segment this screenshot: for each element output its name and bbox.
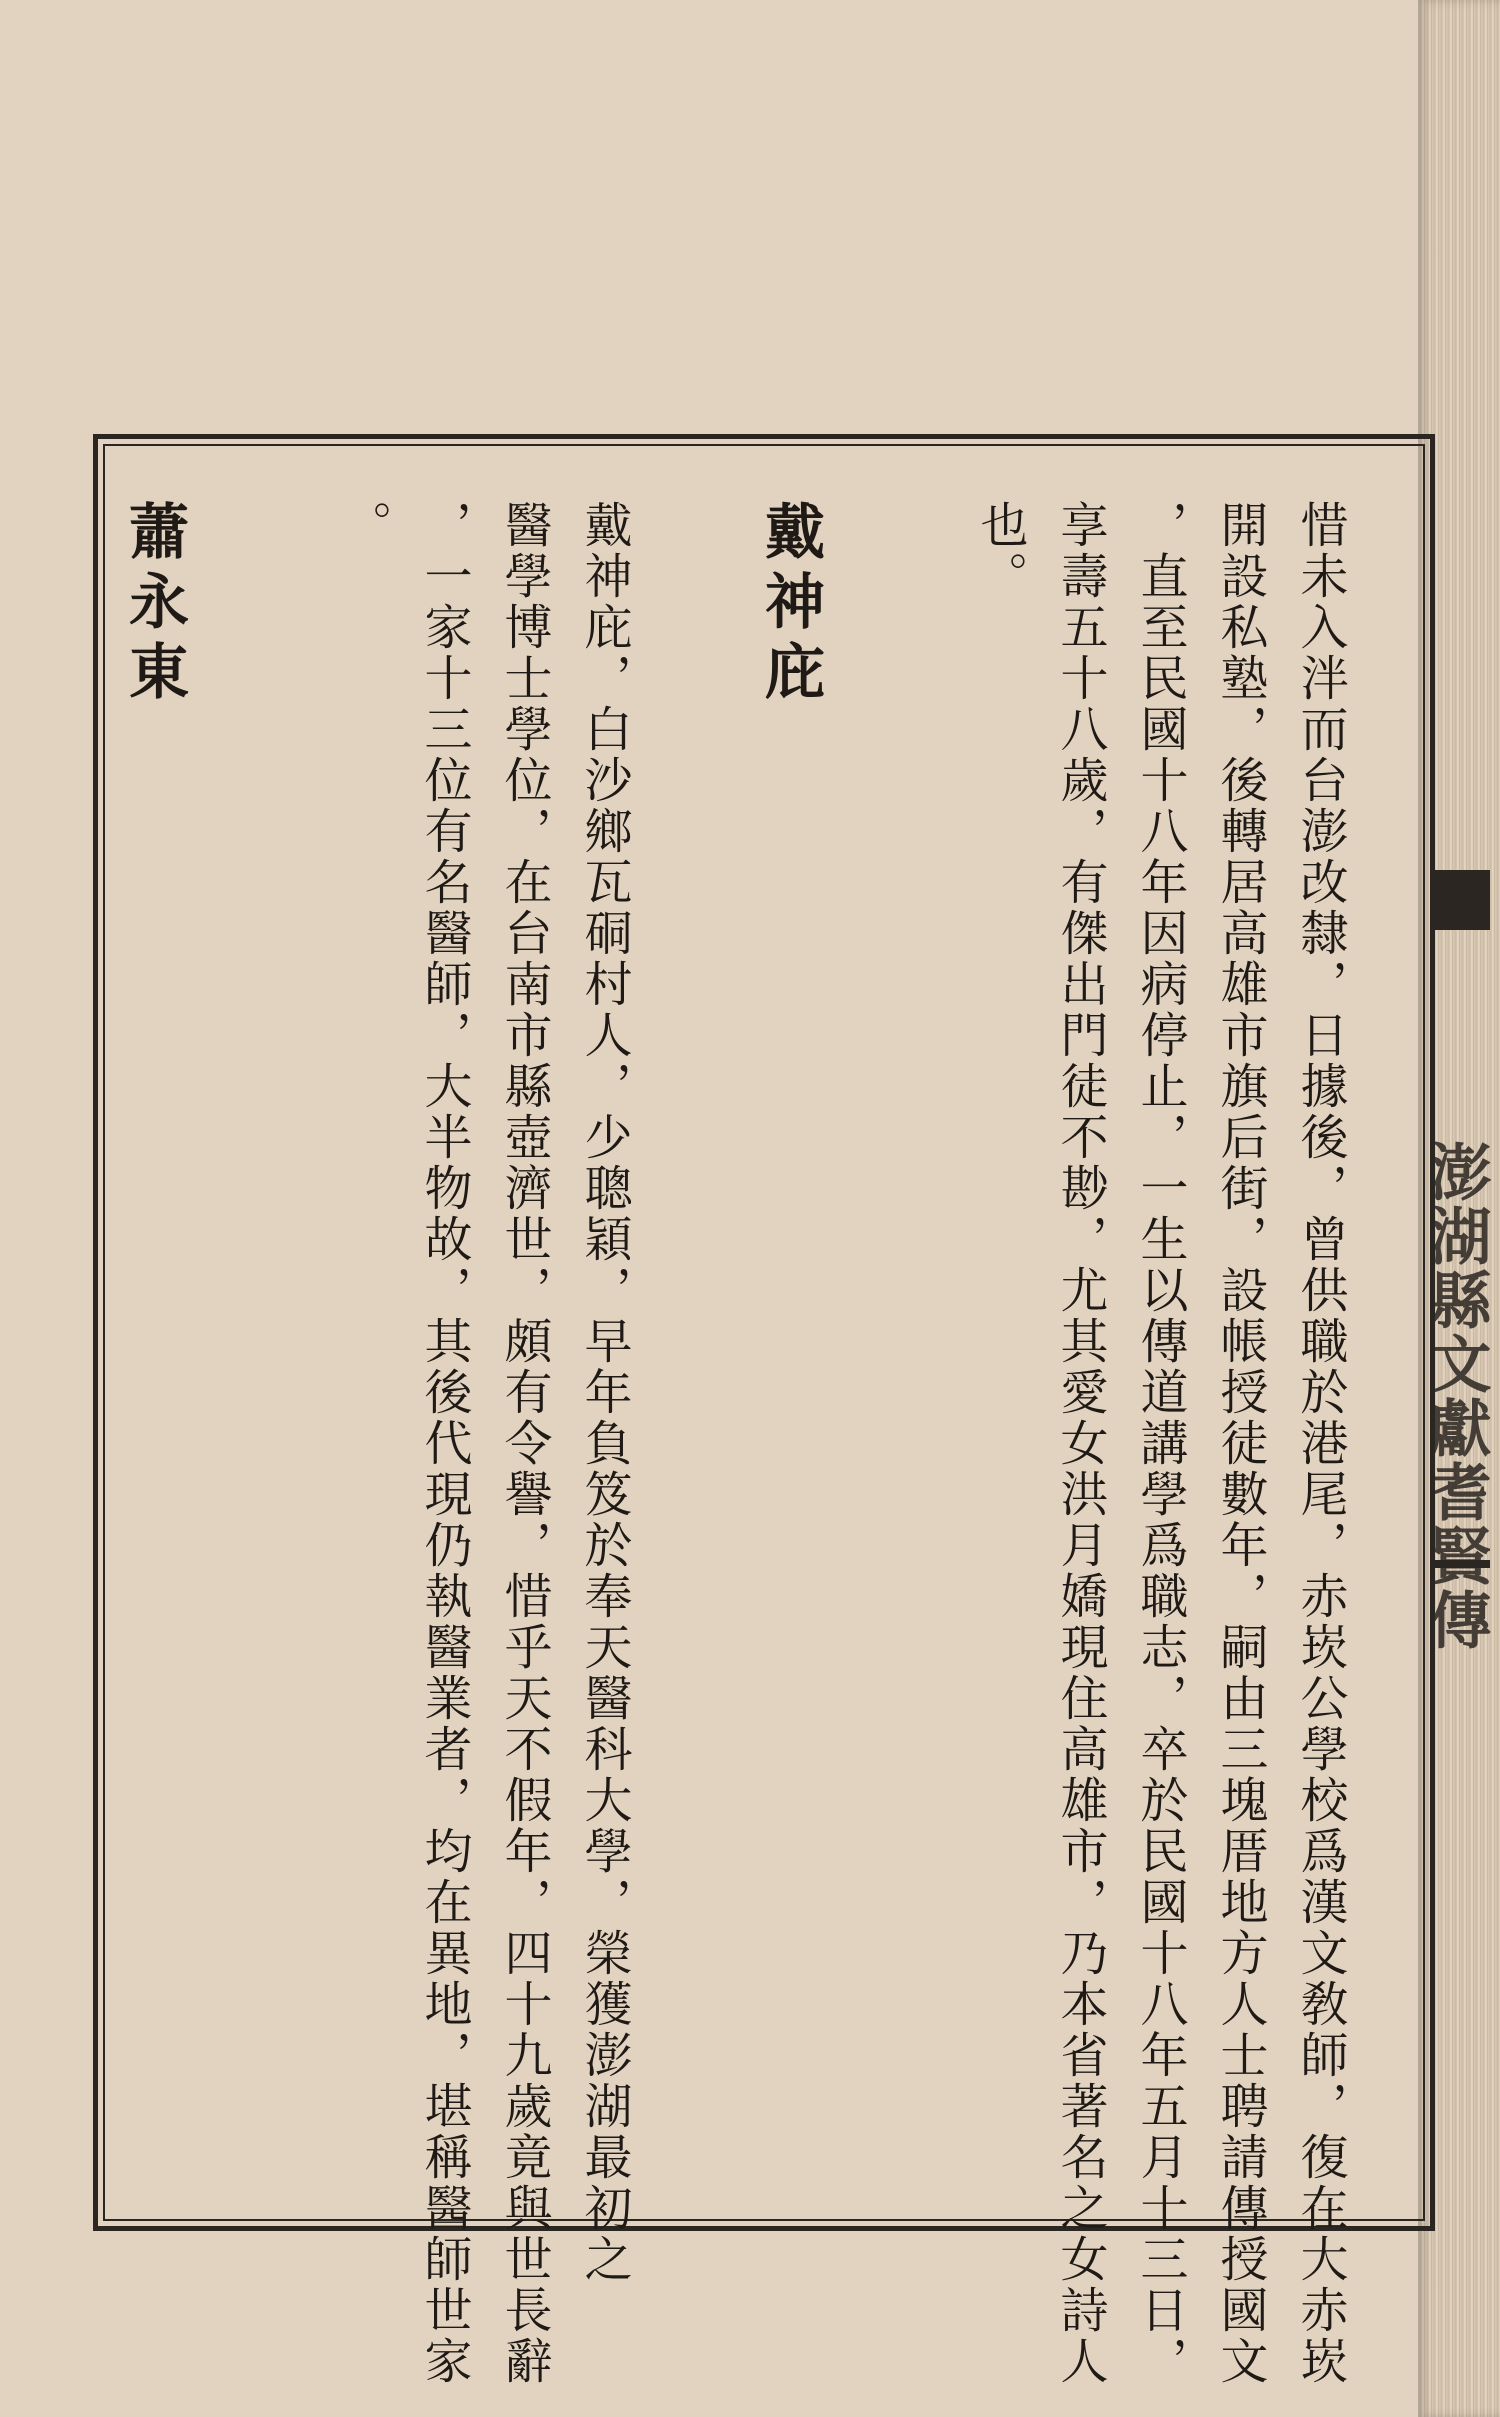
- text-line: 戴神庇，白沙鄉瓦硐村人，少聰穎，早年負笈於奉天醫科大學，榮獲澎湖最初之: [576, 500, 632, 2285]
- side-book-title: 澎湖縣文獻耆賢傳: [1419, 1140, 1492, 1652]
- text-line: 也。: [972, 500, 1028, 602]
- text-body: [119, 500, 1360, 2387]
- text-line: 開設私塾，後轉居高雄市旗后街，設帳授徒數年，嗣由三塊厝地方人士聘請傳授國文: [1212, 500, 1268, 2387]
- text-line: ，直至民國十八年因病停止，一生以傳道講學爲職志，卒於民國十八年五月十三日，: [1132, 500, 1188, 2387]
- edge-mark-top: [1430, 870, 1490, 930]
- text-line: 享壽五十八歲，有傑出門徒不尠，尤其愛女洪月嬌現住高雄市，乃本省著名之女詩人: [1052, 500, 1108, 2387]
- text-line: ，一家十三位有名醫師，大半物故，其後代現仍執醫業者，均在異地，堪稱醫師世家: [416, 500, 472, 2387]
- text-line: [0, 500, 8, 2200]
- entry-heading-xiao-yongdong: 蕭永東: [119, 500, 189, 710]
- text-line: 。: [336, 500, 392, 551]
- text-line: 醫學博士學位，在台南市縣壺濟世，頗有令譽，惜乎天不假年，四十九歲竟與世長辭: [496, 500, 552, 2387]
- text-line: 惜未入泮而台澎改隸，日據後，曾供職於港尾，赤崁公學校爲漢文敎師，復在大赤崁: [1292, 500, 1348, 2387]
- entry-heading-dai-shenbi: 戴神庇: [755, 500, 825, 710]
